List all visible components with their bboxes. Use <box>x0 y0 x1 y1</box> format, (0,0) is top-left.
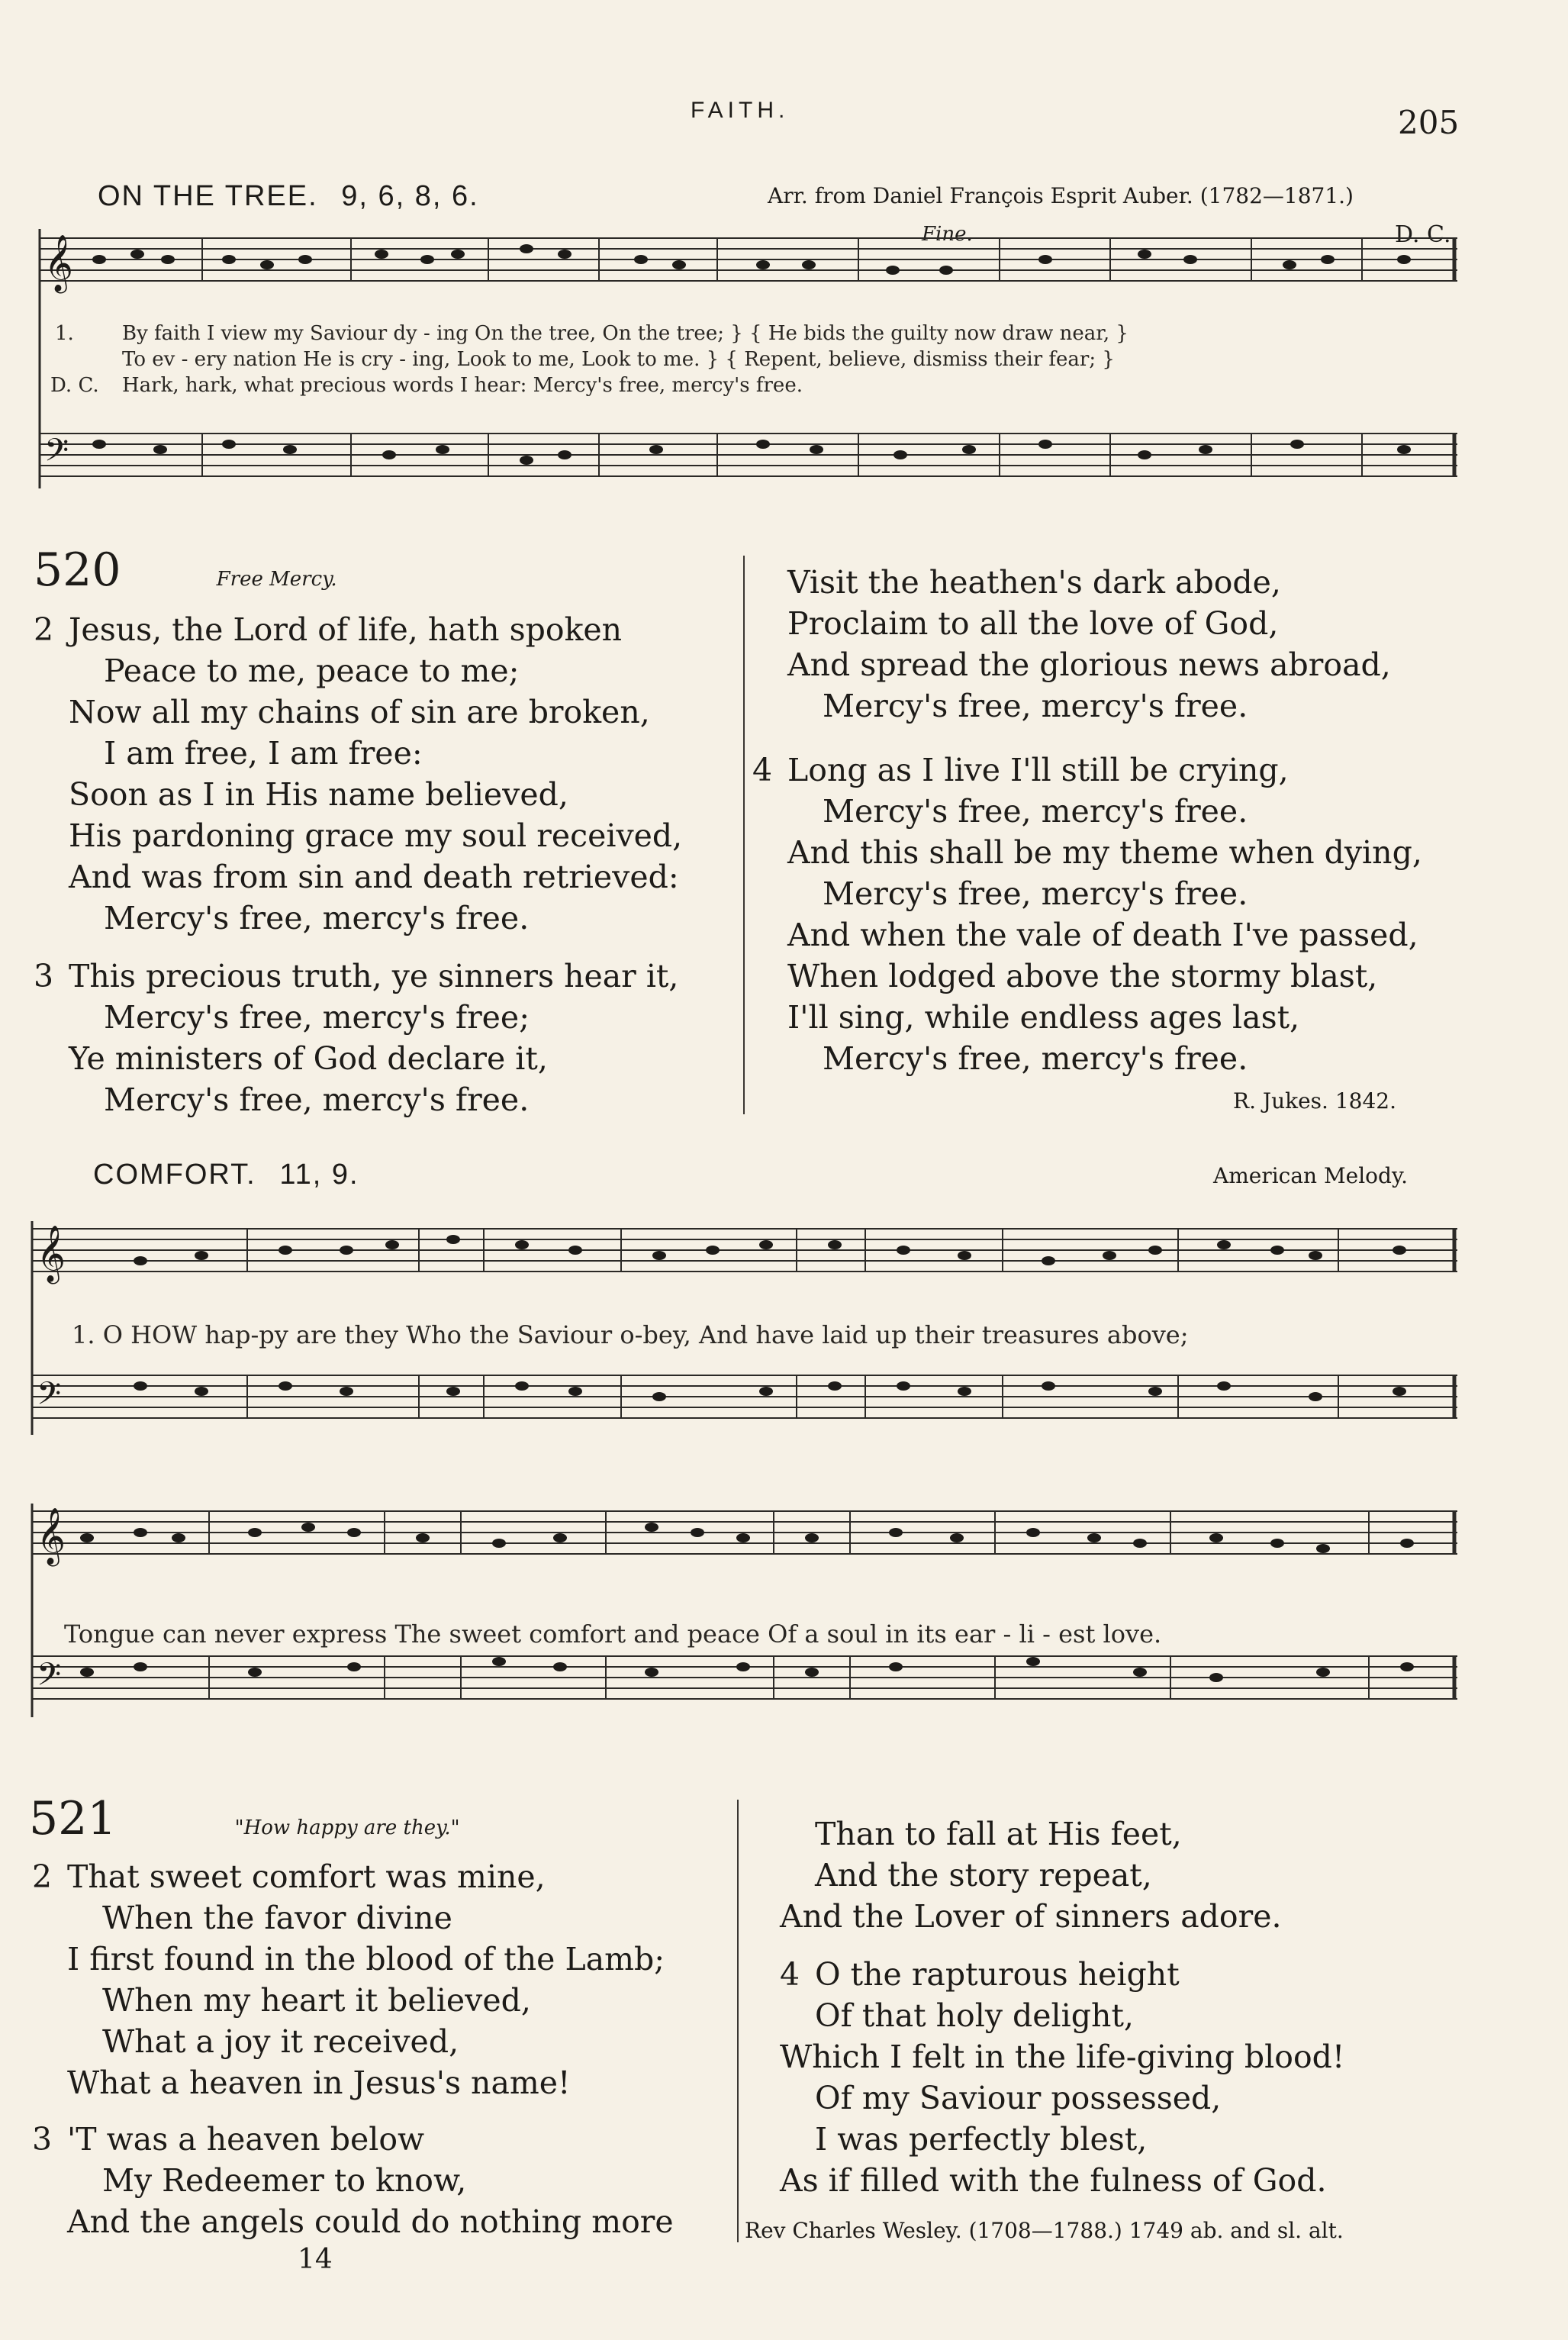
lyric-dc-label: D. C. <box>50 374 99 397</box>
column-divider <box>743 556 745 1114</box>
treble-staff <box>32 1229 1457 1272</box>
hymn-subtitle: "How happy are they." <box>234 1816 460 1839</box>
hymn-521-attribution: Rev Charles Wesley. (1708—1788.) 1749 ab. and sl. alt. <box>745 2218 1344 2243</box>
verse-line: Mercy's free, mercy's free. <box>823 875 1248 912</box>
hymn-520-left-column <box>34 609 683 1120</box>
lyric-line-c: Hark, hark, what precious words I hear: Mercy's free, mercy's free. <box>122 374 803 397</box>
verse-number: 4 <box>752 752 773 788</box>
verse-line: And spread the glorious news abroad, <box>787 646 1391 683</box>
verse-4 <box>752 749 1422 1079</box>
bass-staff <box>32 1375 1457 1418</box>
tune-name: COMFORT. <box>93 1159 256 1191</box>
bass-staff <box>40 434 1457 476</box>
section-header: FAITH. <box>691 98 790 123</box>
treble-clef-icon: 𝄞 <box>44 235 73 292</box>
tune-title <box>93 1159 359 1191</box>
lyric-line-1: 1. O HOW hap-py are they Who the Saviour o-bey, And have laid up their treasures above; <box>72 1320 1189 1349</box>
verse-line: Which I felt in the life-giving blood! <box>780 2039 1345 2075</box>
verse-number: 3 <box>34 958 54 994</box>
hymn-number: 520 <box>34 543 121 597</box>
hymn-521-right-column <box>780 1813 1344 2201</box>
verse-line: Proclaim to all the love of God, <box>787 605 1279 642</box>
verse-number: 3 <box>32 2121 53 2158</box>
hymn-521-header <box>29 1792 460 1845</box>
verse-line: That sweet comfort was mine, <box>67 1858 546 1895</box>
verse-line: Peace to me, peace to me; <box>104 653 520 689</box>
verse-line: Mercy's free, mercy's free. <box>104 1081 530 1118</box>
bass-clef-icon: 𝄢 <box>37 1656 62 1700</box>
hymn-521-left-column <box>32 1856 674 2242</box>
verse-2 <box>32 1856 674 2103</box>
tune-title <box>98 180 479 213</box>
verse-line: Than to fall at His feet, <box>815 1816 1182 1852</box>
tune-composer: American Melody. <box>1213 1163 1408 1188</box>
verse-line: My Redeemer to know, <box>102 2162 467 2199</box>
verse-number: 2 <box>32 1858 53 1895</box>
verse-line: And the Lover of sinners adore. <box>780 1898 1282 1935</box>
verse-line: Of my Saviour possessed, <box>815 2080 1222 2116</box>
lyric-verse-num: 1. <box>55 322 74 345</box>
hymn-subtitle: Free Mercy. <box>216 568 337 591</box>
verse-line: Soon as I in His name believed, <box>69 776 568 813</box>
verse-line: Now all my chains of sin are broken, <box>69 694 650 730</box>
verse-line: Mercy's free, mercy's free. <box>823 1040 1248 1077</box>
verse-line: Jesus, the Lord of life, hath spoken <box>69 611 623 648</box>
verse-4 <box>780 1954 1344 2201</box>
verse-line: I first found in the blood of the Lamb; <box>67 1941 665 1977</box>
verse-line: Mercy's free, mercy's free. <box>823 688 1248 724</box>
verse-3-continued <box>780 1813 1344 1937</box>
fine-mark: Fine. <box>922 223 973 246</box>
page-number: 205 <box>1398 104 1460 141</box>
hymn-number: 521 <box>29 1792 117 1845</box>
bass-clef-icon: 𝄢 <box>44 432 69 476</box>
verse-line: Mercy's free, mercy's free. <box>823 793 1248 830</box>
hymn-520-attribution: R. Jukes. 1842. <box>1233 1088 1397 1114</box>
note-heads <box>134 1235 1406 1401</box>
verse-line: O the rapturous height <box>815 1956 1180 1993</box>
verse-line: What a joy it received, <box>102 2023 459 2060</box>
verse-line: I am free, I am free: <box>104 735 423 772</box>
verse-number: 4 <box>780 1956 800 1993</box>
tune-name: ON THE TREE. <box>98 180 318 212</box>
tune-meter: 11, 9. <box>279 1159 359 1191</box>
treble-staff <box>40 238 1457 281</box>
verse-line: What a heaven in Jesus's name! <box>67 2064 571 2101</box>
verse-3 <box>32 2119 674 2242</box>
verse-line: When lodged above the stormy blast, <box>787 958 1378 994</box>
lyric-line-b: To ev - ery nation He is cry - ing, Look to me, Look to me. } { Repent, believe, dismiss their fear; } <box>122 348 1115 371</box>
verse-line: Mercy's free, mercy's free; <box>104 999 530 1036</box>
verse-line: Long as I live I'll still be crying, <box>787 752 1289 788</box>
verse-line: When my heart it believed, <box>102 1982 531 2019</box>
verse-line: When the favor divine <box>102 1900 452 1936</box>
tune-arranger: Arr. from Daniel François Esprit Auber. (1782—1871.) <box>768 183 1354 208</box>
treble-clef-icon: 𝄞 <box>37 1226 66 1282</box>
verse-line: And the story repeat, <box>815 1857 1152 1894</box>
treble-staff <box>32 1511 1457 1554</box>
bar-lines <box>209 1511 1454 1699</box>
verse-line: His pardoning grace my soul received, <box>69 817 683 854</box>
verse-line: 'T was a heaven below <box>67 2121 425 2158</box>
verse-line: Of that holy delight, <box>815 1997 1134 2034</box>
footer-number: 14 <box>298 2244 333 2275</box>
verse-number: 2 <box>34 611 54 648</box>
column-divider <box>737 1800 739 2242</box>
lyric-line-a: By faith I view my Saviour dy - ing On the tree, On the tree; } { He bids the guilty now draw near, } <box>122 322 1129 345</box>
verse-line: And was from sin and death retrieved: <box>69 859 679 895</box>
verse-3 <box>34 956 682 1120</box>
verse-line: And the angels could do nothing more <box>67 2203 674 2240</box>
verse-line: Visit the heathen's dark abode, <box>787 564 1281 601</box>
tune-meter: 9, 6, 8, 6. <box>341 180 479 212</box>
hymn-520-header <box>34 543 337 597</box>
lyric-line-2: Tongue can never express The sweet comfort and peace Of a soul in its ear - li - est love. <box>64 1620 1162 1649</box>
verse-2 <box>34 609 683 939</box>
dc-mark: D. C. <box>1395 221 1451 248</box>
hymn-520-right-column <box>752 562 1422 1079</box>
verse-line: Ye ministers of God declare it, <box>69 1040 548 1077</box>
verse-line: And this shall be my theme when dying, <box>787 834 1422 871</box>
note-heads <box>80 1523 1414 1682</box>
verse-line: I'll sing, while endless ages last, <box>787 999 1300 1036</box>
bass-clef-icon: 𝄢 <box>37 1375 62 1420</box>
verse-2-continued <box>787 562 1422 727</box>
verse-line: As if filled with the fulness of God. <box>780 2162 1327 2199</box>
verse-line: And when the vale of death I've passed, <box>787 917 1418 953</box>
verse-line: I was perfectly blest, <box>815 2121 1148 2158</box>
verse-line: Mercy's free, mercy's free. <box>104 900 530 936</box>
treble-clef-icon: 𝄞 <box>37 1508 66 1565</box>
verse-line: This precious truth, ye sinners hear it, <box>69 958 679 994</box>
